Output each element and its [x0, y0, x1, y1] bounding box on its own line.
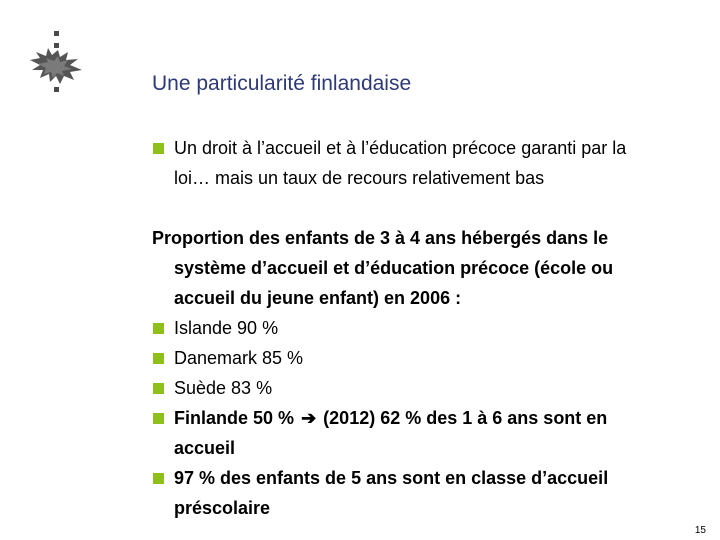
page-number: 15 [694, 525, 706, 536]
finland-part-2: (2012) 62 % des 1 à 6 ans sont en [323, 408, 608, 428]
intro-line-2: loi… mais un taux de recours relativement bas [174, 168, 545, 188]
proportion-line-1: Proportion des enfants de 3 à 4 ans hébergés dans le [152, 228, 609, 248]
bullet-square-icon [153, 353, 164, 364]
list-item-finland [152, 403, 692, 433]
bullet-square-icon [153, 413, 164, 424]
bullet-square-icon [153, 383, 164, 394]
proportion-line-3: accueil du jeune enfant) en 2006 : [174, 288, 462, 308]
item-denmark: Danemark 85 % [174, 348, 304, 368]
finland-line-2: accueil [174, 438, 236, 458]
list-item-preschool [152, 463, 692, 493]
preschool-line-2: préscolaire [174, 498, 271, 518]
finland-part-1: Finlande 50 % [174, 408, 295, 428]
proportion-line-2: système d’accueil et d’éducation précoce (école ou [174, 258, 614, 278]
item-sweden: Suède 83 % [174, 378, 273, 398]
list-item [152, 313, 692, 343]
list-item [152, 373, 692, 403]
bullet-square-icon [153, 323, 164, 334]
list-item [152, 343, 692, 373]
university-logo-icon [22, 30, 88, 96]
proportion-section [152, 223, 692, 523]
intro-bullet [152, 133, 692, 163]
preschool-line-1: 97 % des enfants de 5 ans sont en classe d’accueil [174, 468, 609, 488]
item-iceland: Islande 90 % [174, 318, 279, 338]
slide-title: Une particularité finlandaise [152, 72, 412, 95]
bullet-square-icon [153, 473, 164, 484]
intro-line-1: Un droit à l’accueil et à l’éducation précoce garanti par la [174, 138, 627, 158]
intro-section [152, 133, 692, 193]
bullet-square-icon [153, 143, 164, 154]
arrow-right-icon: ➔ [301, 408, 317, 428]
